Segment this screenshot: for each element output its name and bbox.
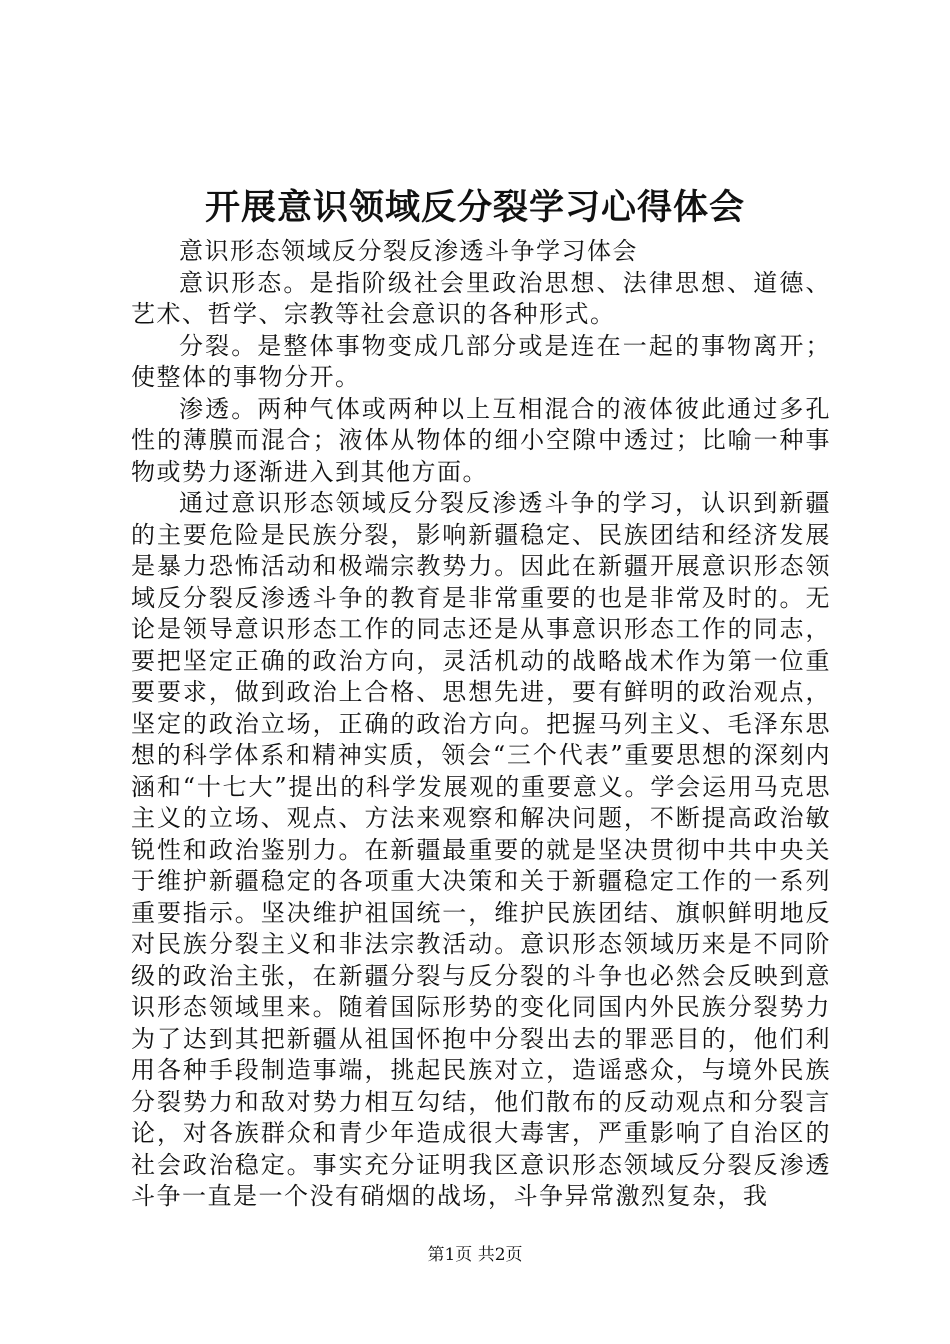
paragraph-infiltration-definition: 渗透。两种气体或两种以上互相混合的液体彼此通过多孔性的薄膜而混合；液体从物体的细小空隙中透过；比喻一种事物或势力逐渐进入到其他方面。 <box>131 394 831 486</box>
document-title: 开展意识领域反分裂学习心得体会 <box>204 187 745 228</box>
paragraph-ideology-definition: 意识形态。是指阶级社会里政治思想、法律思想、道德、艺术、哲学、宗教等社会意识的各种形式。 <box>131 268 831 328</box>
document-body <box>131 236 831 1213</box>
paragraph-subtitle: 意识形态领域反分裂反渗透斗争学习体会 <box>179 237 638 265</box>
paragraph-main-body: 通过意识形态领域反分裂反渗透斗争的学习，认识到新疆的主要危险是民族分裂，影响新疆稳定、民族团结和经济发展是暴力恐怖活动和极端宗教势力。因此在新疆开展意识形态领域反分裂反渗透斗争的教育是非常重要的也是非常及时的。无论是领导意识形态工作的同志还是从事意识形态工作的同志，要把坚定正确的政治方向，灵活机动的战略战术作为第一位重要要求，做到政治上合格、思想先进，要有鲜明的政治观点，坚定的政治立场，正确的政治方向。把握马列主义、毛泽东思想的科学体系和精神实质，领会“三个代表”重要思想的深刻内涵和“十七大”提出的科学发展观的重要意义。学会运用马克思主义的立场、观点、方法来观察和解决问题，不断提高政治敏锐性和政治鉴别力。在新疆最重要的就是坚决贯彻中共中央关于维护新疆稳定的各项重大决策和关于新疆稳定工作的一系列重要指示。坚决维护祖国统一，维护民族团结、旗帜鲜明地反对民族分裂主义和非法宗教活动。意识形态领域历来是不同阶级的政治主张，在新疆分裂与反分裂的斗争也必然会反映到意识形态领域里来。随着国际形势的变化同国内外民族分裂势力为了达到其把新疆从祖国怀抱中分裂出去的罪恶目的，他们利用各种手段制造事端，挑起民族对立，造谣惑众，与境外民族分裂势力和敌对势力相互勾结，他们散布的反动观点和分裂言论，对各族群众和青少年造成很大毒害，严重影响了自治区的社会政治稳定。事实充分证明我区意识形态领域反分裂反渗透斗争一直是一个没有硝烟的战场，斗争异常激烈复杂，我 <box>131 489 831 1210</box>
page-footer: 第1页 共2页 <box>427 1245 523 1265</box>
paragraph-separation-definition: 分裂。是整体事物变成几部分或是连在一起的事物离开；使整体的事物分开。 <box>131 331 831 391</box>
